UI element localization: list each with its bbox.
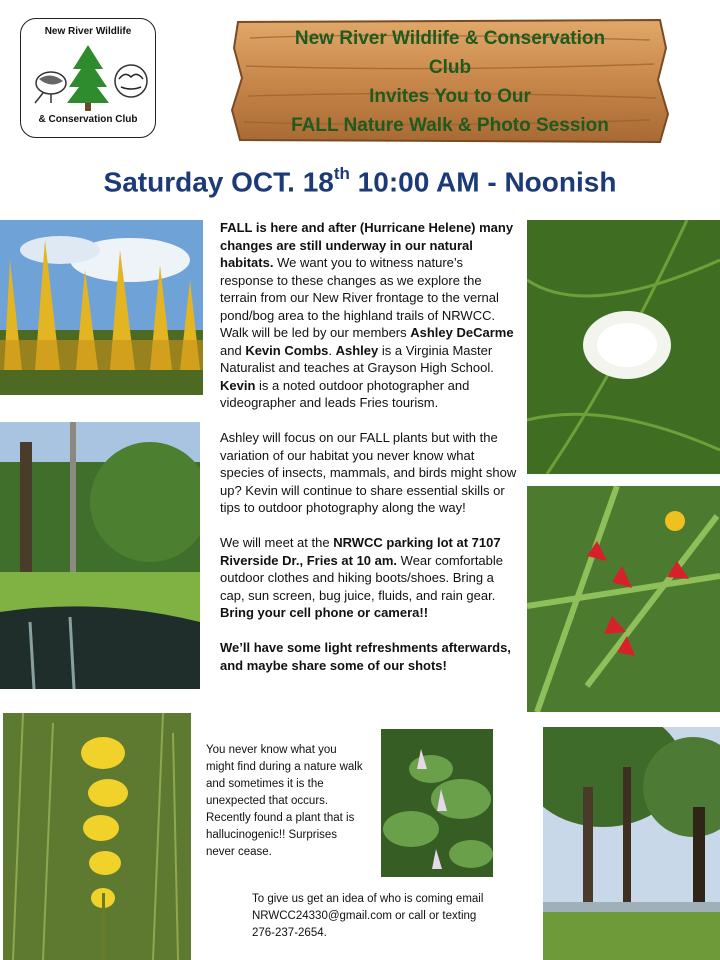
bring-camera-note: Bring your cell phone or camera!! — [220, 605, 429, 620]
intro-bold: FALL is here and after (Hurricane Helene) many changes are still underway in our natural habitats. — [220, 220, 514, 270]
meeting-location: NRWCC parking lot at 7107 Riverside Dr., Fries at 10 am. — [220, 535, 501, 568]
intro-kevin-bio: is a noted outdoor photographer and videographer and leads Fries tourism. — [220, 377, 470, 410]
photo-goldenrod-closeup — [3, 713, 191, 960]
photo-queen-annes-lace — [527, 220, 720, 474]
side-note: You never know what you might find during a nature walk and sometimes it is the unexpected that occurs. Recently found a plant that is hallucinogenic!! Surprises never cease. — [206, 744, 363, 858]
event-description — [220, 219, 520, 692]
photo-goldenrod-sky — [0, 220, 203, 395]
paragraph-focus: Ashley will focus on our FALL plants but with the variation of our habitat you never know what species of insects, mammals, and birds might show up? Kevin will continue to share essential skills or tips to outdoor photography along the way! — [220, 430, 517, 515]
headline-suffix: th — [333, 164, 350, 183]
meeting-text-2: Wear comfortable outdoor clothes and hiking boots/shoes. Bring a cap, sun screen, bug juice, fluids, and rain gear. — [220, 552, 504, 603]
club-logo — [20, 18, 156, 138]
paragraph-refreshments — [220, 639, 520, 674]
photo-datura-plant — [381, 729, 493, 877]
sign-line-4: FALL Nature Walk & Photo Session — [291, 115, 609, 136]
sign-text — [250, 24, 650, 140]
sign-line-3: Invites You to Our — [369, 86, 531, 107]
paragraph-meeting — [220, 534, 520, 622]
logo-emblem-icon — [21, 41, 155, 113]
intro-dot: . — [328, 342, 336, 358]
sign-line-1: New River Wildlife & Conservation — [294, 28, 606, 49]
headline-day: Saturday OCT. 18 — [103, 166, 334, 198]
meeting-text-1: We will meet at the — [220, 535, 334, 550]
contact-info: To give us get an idea of who is coming email NRWCC24330@gmail.com or call or texting 276-237-2654. — [252, 893, 484, 939]
intro-text: We want you to witness nature’s response to these changes as we explore the terrain from our New River frontage to the vernal pond/bog area to the highland trails of NRWCC. Walk will be led by our members — [220, 255, 499, 340]
leader-name-3: Ashley — [335, 342, 379, 358]
wooden-sign-banner — [230, 18, 670, 144]
event-date-headline — [0, 166, 720, 198]
sign-line-2: Club — [428, 57, 472, 78]
headline-time: 10:00 AM - Noonish — [357, 166, 617, 198]
logo-line-1: New River Wildlife — [44, 26, 132, 37]
photo-trees-riverbank — [543, 727, 720, 960]
leader-name-4: Kevin — [220, 377, 256, 393]
photo-cardinal-flower — [527, 486, 720, 712]
refreshments-text: We’ll have some light refreshments afterwards, and maybe share some of our shots! — [220, 640, 511, 673]
photo-marsh-stream — [0, 422, 200, 689]
leader-name-2: Kevin Combs — [245, 342, 329, 358]
logo-line-2: & Conservation Club — [38, 114, 138, 125]
leader-name-1: Ashley DeCarme — [410, 325, 514, 340]
intro-ashley-bio: is a Virginia Master Naturalist and teaches at Grayson High School. — [220, 342, 494, 375]
paragraph-intro — [220, 219, 520, 412]
intro-and: and — [220, 342, 246, 358]
